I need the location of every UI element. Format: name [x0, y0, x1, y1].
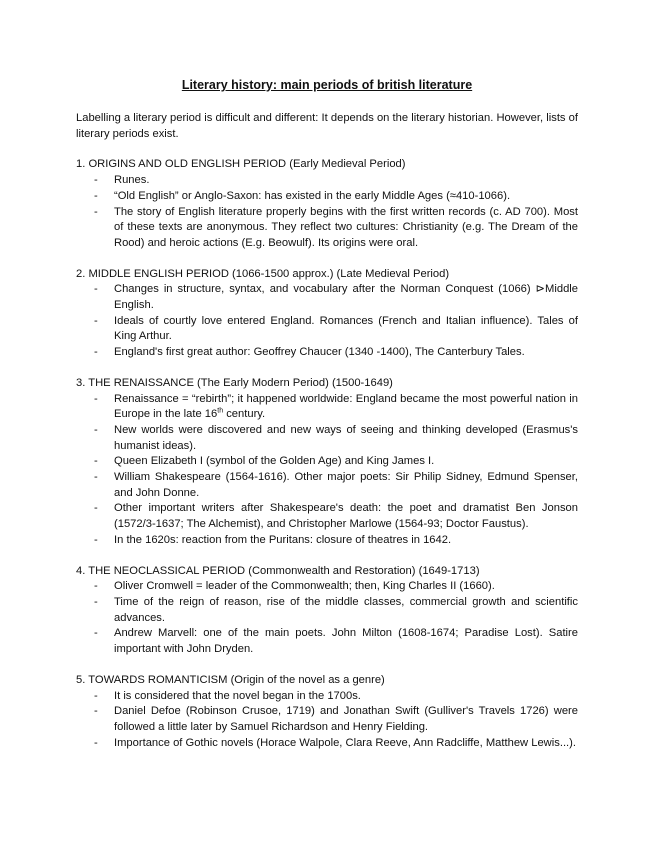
section-1 [76, 157, 578, 251]
bullet-list [76, 392, 578, 549]
dash-bullet-icon: - [94, 689, 98, 702]
list-item [94, 314, 578, 345]
list-item-text: New worlds were discovered and new ways of seeing and thinking developed (Erasmus's humanist ideas). [114, 423, 578, 452]
section-heading: 2. MIDDLE ENGLISH PERIOD (1066-1500 approx.) (Late Medieval Period) [76, 267, 450, 280]
bullet-list [76, 579, 578, 658]
page-title: Literary history: main periods of british literature [181, 78, 473, 92]
list-item [94, 173, 578, 189]
dash-bullet-icon: - [94, 627, 98, 640]
list-item-text: Other important writers after Shakespeare's death: the poet and dramatist Ben Jonson (1572/3-1637; The Alchemist), and Christopher Marlowe (1564-93; Doctor Faustus). [114, 502, 578, 531]
dash-bullet-icon: - [94, 283, 98, 296]
dash-bullet-icon: - [94, 580, 98, 593]
list-item-text: Changes in structure, syntax, and vocabulary after the Norman Conquest (1066) ⊳Middle English. [114, 283, 578, 312]
list-item [94, 595, 578, 626]
dash-bullet-icon: - [94, 346, 98, 359]
section-4 [76, 564, 578, 658]
bullet-list [76, 282, 578, 361]
list-item-text: Daniel Defoe (Robinson Crusoe, 1719) and Jonathan Swift (Gulliver's Travels 1726) were followed a little later by Samuel Richardson and Henry Fielding. [114, 705, 578, 733]
section-heading: 4. THE NEOCLASSICAL PERIOD (Commonwealth and Restoration) (1649-1713) [76, 564, 480, 577]
list-item [94, 345, 578, 361]
dash-bullet-icon: - [94, 205, 98, 218]
section-heading: 1. ORIGINS AND OLD ENGLISH PERIOD (Early Medieval Period) [76, 158, 406, 171]
section-heading: 5. TOWARDS ROMANTICISM (Origin of the novel as a genre) [76, 673, 385, 686]
list-item-text: Importance of Gothic novels (Horace Walpole, Clara Reeve, Ann Radcliffe, Matthew Lewis...). [114, 736, 577, 749]
dash-bullet-icon: - [94, 736, 98, 749]
section-2 [76, 267, 578, 361]
superscript: th [217, 407, 224, 415]
list-item [94, 579, 578, 595]
list-item-text-continued: century. [223, 408, 266, 421]
dash-bullet-icon: - [94, 533, 98, 546]
bullet-list [76, 689, 578, 752]
list-item [94, 205, 578, 252]
list-item-text: “Old English” or Anglo-Saxon: has existed in the early Middle Ages (≈410-1066). [114, 189, 511, 202]
list-item-text: In the 1620s: reaction from the Puritans: closure of theatres in 1642. [114, 533, 452, 546]
dash-bullet-icon: - [94, 455, 98, 468]
list-item-text: Renaissance = “rebirth”; it happened worldwide: England became the most powerful nation in Europe in the late 16 [114, 392, 578, 421]
dash-bullet-icon: - [94, 471, 98, 484]
list-item-text: William Shakespeare (1564-1616). Other major poets: Sir Philip Sidney, Edmund Spenser, and John Donne. [114, 471, 578, 499]
sections-container [76, 157, 578, 751]
list-item-text: The story of English literature properly begins with the first written records (c. AD 700). Most of these texts are anonymous. They reflect two cultures: Christianity (e.g. The Dream of the Rood) and heroic actions (E.g. Beowulf). Its origins were oral. [114, 205, 578, 249]
list-item-text: Queen Elizabeth I (symbol of the Golden Age) and King James I. [114, 455, 435, 468]
dash-bullet-icon: - [94, 189, 98, 202]
list-item [94, 189, 578, 205]
list-item [94, 501, 578, 532]
list-item [94, 533, 578, 549]
list-item [94, 282, 578, 313]
list-item [94, 736, 578, 752]
section-3 [76, 376, 578, 549]
dash-bullet-icon: - [94, 423, 98, 436]
list-item [94, 392, 578, 423]
list-item [94, 470, 578, 501]
list-item [94, 626, 578, 657]
section-5 [76, 673, 578, 752]
dash-bullet-icon: - [94, 705, 98, 718]
bullet-list [76, 173, 578, 252]
intro-paragraph: Labelling a literary period is difficult and different: It depends on the literary historian. However, lists of literary periods exist. [76, 112, 578, 140]
dash-bullet-icon: - [94, 174, 98, 187]
list-item-text: It is considered that the novel began in the 1700s. [114, 689, 361, 702]
list-item-text: Oliver Cromwell = leader of the Commonwealth; then, King Charles II (1660). [114, 580, 495, 593]
list-item [94, 689, 578, 705]
dash-bullet-icon: - [94, 314, 98, 327]
list-item-text: Andrew Marvell: one of the main poets. John Milton (1608-1674; Paradise Lost). Satire important with John Dryden. [114, 627, 578, 656]
list-item [94, 423, 578, 454]
dash-bullet-icon: - [94, 595, 98, 608]
list-item-text: Ideals of courtly love entered England. Romances (French and Italian influence). Tales of King Arthur. [114, 314, 578, 343]
list-item [94, 704, 578, 735]
list-item-text: Runes. [114, 174, 150, 187]
section-heading: 3. THE RENAISSANCE (The Early Modern Period) (1500-1649) [76, 376, 393, 389]
dash-bullet-icon: - [94, 502, 98, 515]
list-item-text: Time of the reign of reason, rise of the middle classes, commercial growth and scientific advances. [114, 595, 578, 624]
dash-bullet-icon: - [94, 392, 98, 405]
list-item [94, 454, 578, 470]
list-item-text: England's first great author: Geoffrey Chaucer (1340 -1400), The Canterbury Tales. [114, 346, 525, 359]
